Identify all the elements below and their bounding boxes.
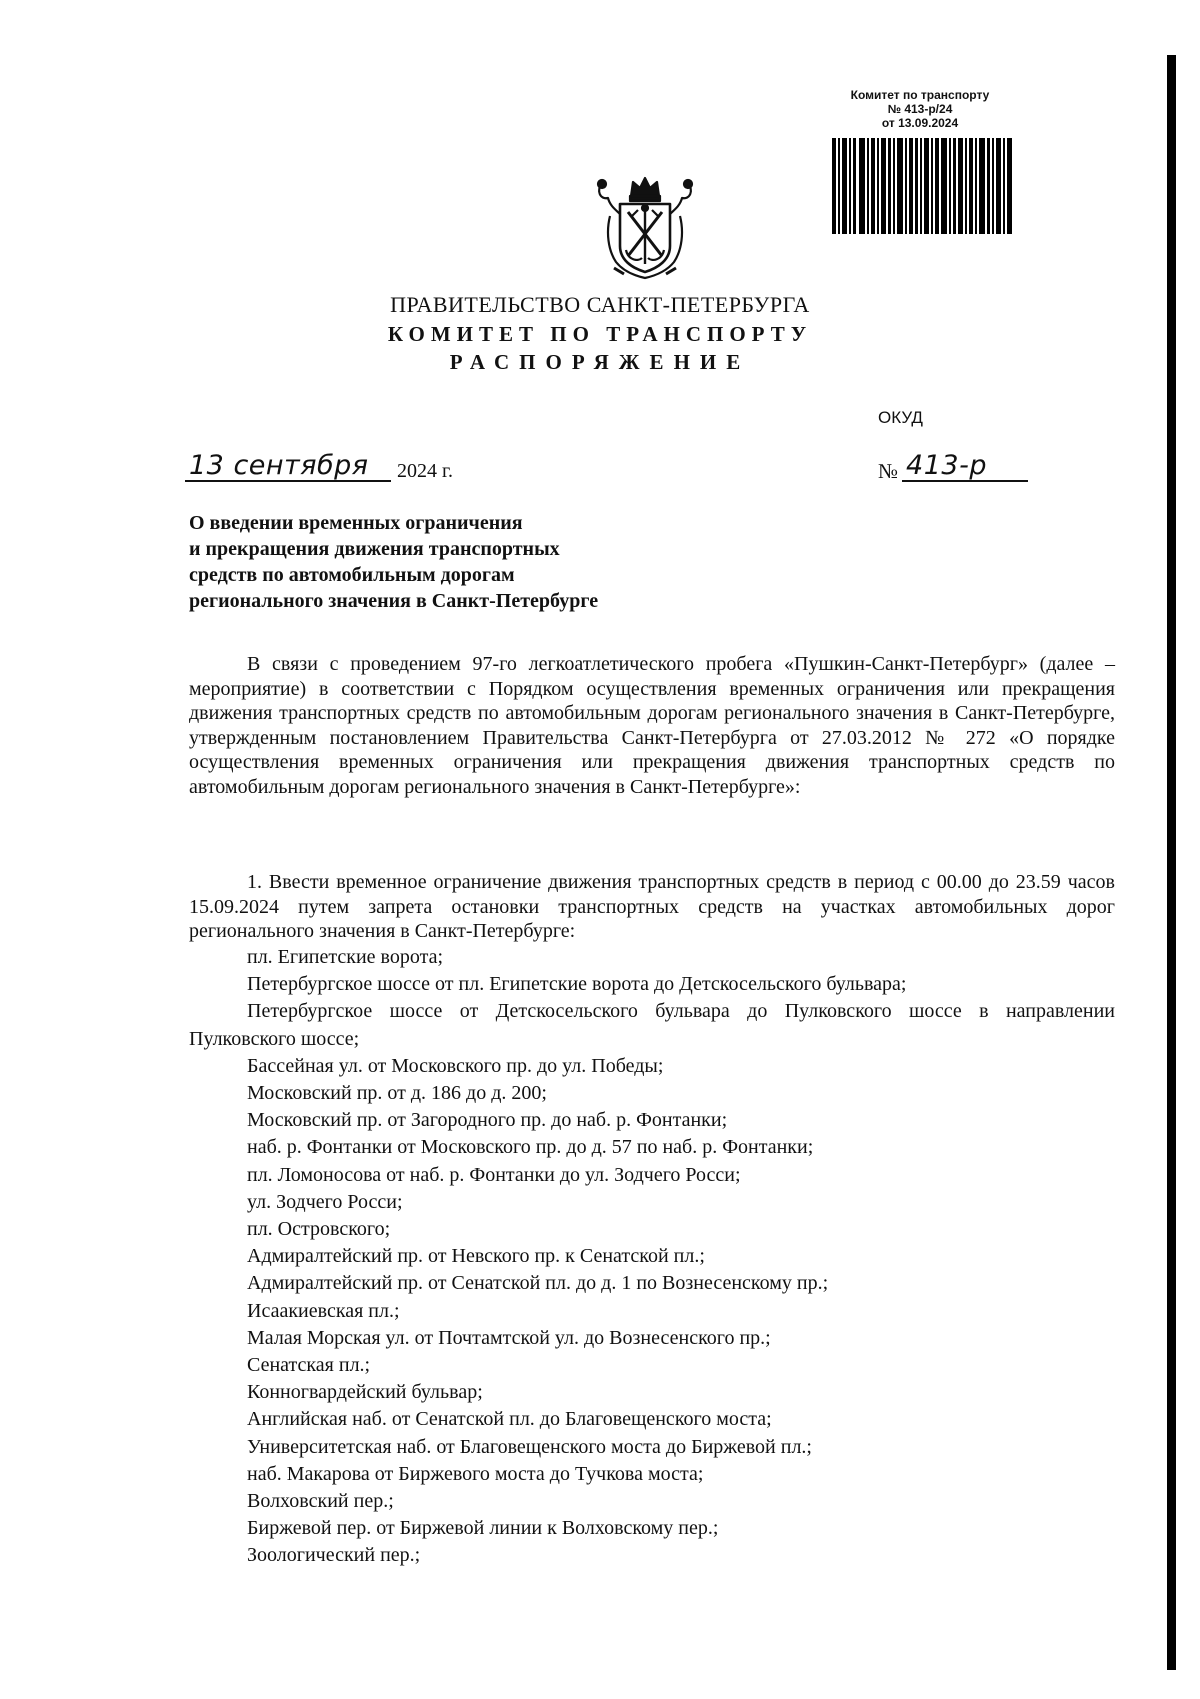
spb-coat-of-arms-icon xyxy=(590,176,700,282)
barcode xyxy=(832,138,1012,234)
point1-paragraph: 1. Ввести временное ограничение движения транспортных средств в период с 00.00 до 23.59 часов 15.09.2024 путем запрета остановки транспортных средств на участках автомобильных дорог регионального значения в Санкт-Петербурге: xyxy=(189,871,1115,942)
stamp-date: от 13.09.2024 xyxy=(881,116,959,130)
document-number xyxy=(878,448,1028,482)
subject-line: О введении временных ограничения xyxy=(189,512,523,534)
road-item: Сенатская пл.; xyxy=(247,1354,371,1377)
okud-label: ОКУД xyxy=(878,408,923,427)
preamble-paragraph: В связи с проведением 97-го легкоатлетического пробега «Пушкин-Санкт-Петербург» (далее – мероприятие) в соответствии с Порядком осуществления временных ограничения или прекращения движения транспортных средств по автомобильным дорогам регионального значения в Санкт-Петербурге, утвержденным постановлением Правительства Санкт-Петербурга от 27.03.2012 № 272 «О порядке осуществления временных ограничения или прекращения движения транспортных средств по автомобильным дорогам регионального значения в Санкт-Петербурге»: xyxy=(189,653,1115,798)
document-date xyxy=(185,448,453,482)
handwritten-number: 413-р xyxy=(902,452,1028,482)
road-item: Исаакиевская пл.; xyxy=(247,1299,400,1322)
road-item: Конногвардейский бульвар; xyxy=(247,1381,483,1404)
road-item: Малая Морская ул. от Почтамтской ул. до Вознесенского пр.; xyxy=(247,1326,771,1349)
date-year: 2024 г. xyxy=(397,460,453,482)
stamp-number: № 413-р/24 xyxy=(887,102,953,116)
road-item: наб. р. Фонтанки от Московского пр. до д. 57 по наб. р. Фонтанки; xyxy=(247,1136,814,1159)
road-item: Волховский пер.; xyxy=(247,1490,394,1513)
road-item: Адмиралтейский пр. от Сенатской пл. до д. 1 по Вознесенскому пр.; xyxy=(247,1272,829,1295)
point1-block xyxy=(189,870,1115,944)
document-type: РАСПОРЯЖЕНИЕ xyxy=(449,350,751,374)
roads-list xyxy=(189,944,1115,1570)
road-item: Московский пр. от д. 186 до д. 200; xyxy=(247,1082,547,1105)
road-item: Адмиралтейский пр. от Невского пр. к Сенатской пл.; xyxy=(247,1245,705,1268)
preamble-block xyxy=(189,652,1115,799)
road-item: наб. Макарова от Биржевого моста до Тучкова моста; xyxy=(247,1462,704,1485)
road-item: пл. Египетские ворота; xyxy=(247,946,444,968)
road-item: пл. Островского; xyxy=(247,1218,391,1241)
subject-line: регионального значения в Санкт-Петербурге xyxy=(189,590,599,612)
road-item: Биржевой пер. от Биржевой линии к Волховскому пер.; xyxy=(247,1517,719,1540)
subject-line: и прекращения движения транспортных xyxy=(189,538,560,560)
road-item: ул. Зодчего Росси; xyxy=(247,1190,403,1213)
committee-title: КОМИТЕТ ПО ТРАНСПОРТУ xyxy=(387,322,813,346)
handwritten-date: 13 сентября xyxy=(185,452,391,482)
road-item: пл. Ломоносова от наб. р. Фонтанки до ул. Зодчего Росси; xyxy=(247,1163,741,1186)
road-item: Бассейная ул. от Московского пр. до ул. Победы; xyxy=(247,1054,664,1077)
road-item: Московский пр. от Загородного пр. до наб. р. Фонтанки; xyxy=(247,1109,728,1132)
road-item: Зоологический пер.; xyxy=(247,1544,421,1567)
document-subject xyxy=(189,510,598,614)
number-sign: № xyxy=(878,459,899,483)
government-title: ПРАВИТЕЛЬСТВО САНКТ-ПЕТЕРБУРГА xyxy=(390,292,810,317)
subject-line: средств по автомобильным дорогам xyxy=(189,564,515,586)
road-item: Университетская наб. от Благовещенского моста до Биржевой пл.; xyxy=(247,1435,812,1458)
registration-stamp xyxy=(820,88,1020,130)
road-item: Петербургское шоссе от пл. Египетские ворота до Детскосельского бульвара; xyxy=(247,973,907,996)
road-item: Английская наб. от Сенатской пл. до Благовещенского моста; xyxy=(247,1408,772,1431)
stamp-org: Комитет по транспорту xyxy=(850,88,990,102)
road-item: Петербургское шоссе от Детскосельского бульвара до Пулковского шоссе в направлении Пулковского шоссе; xyxy=(189,1000,1115,1050)
